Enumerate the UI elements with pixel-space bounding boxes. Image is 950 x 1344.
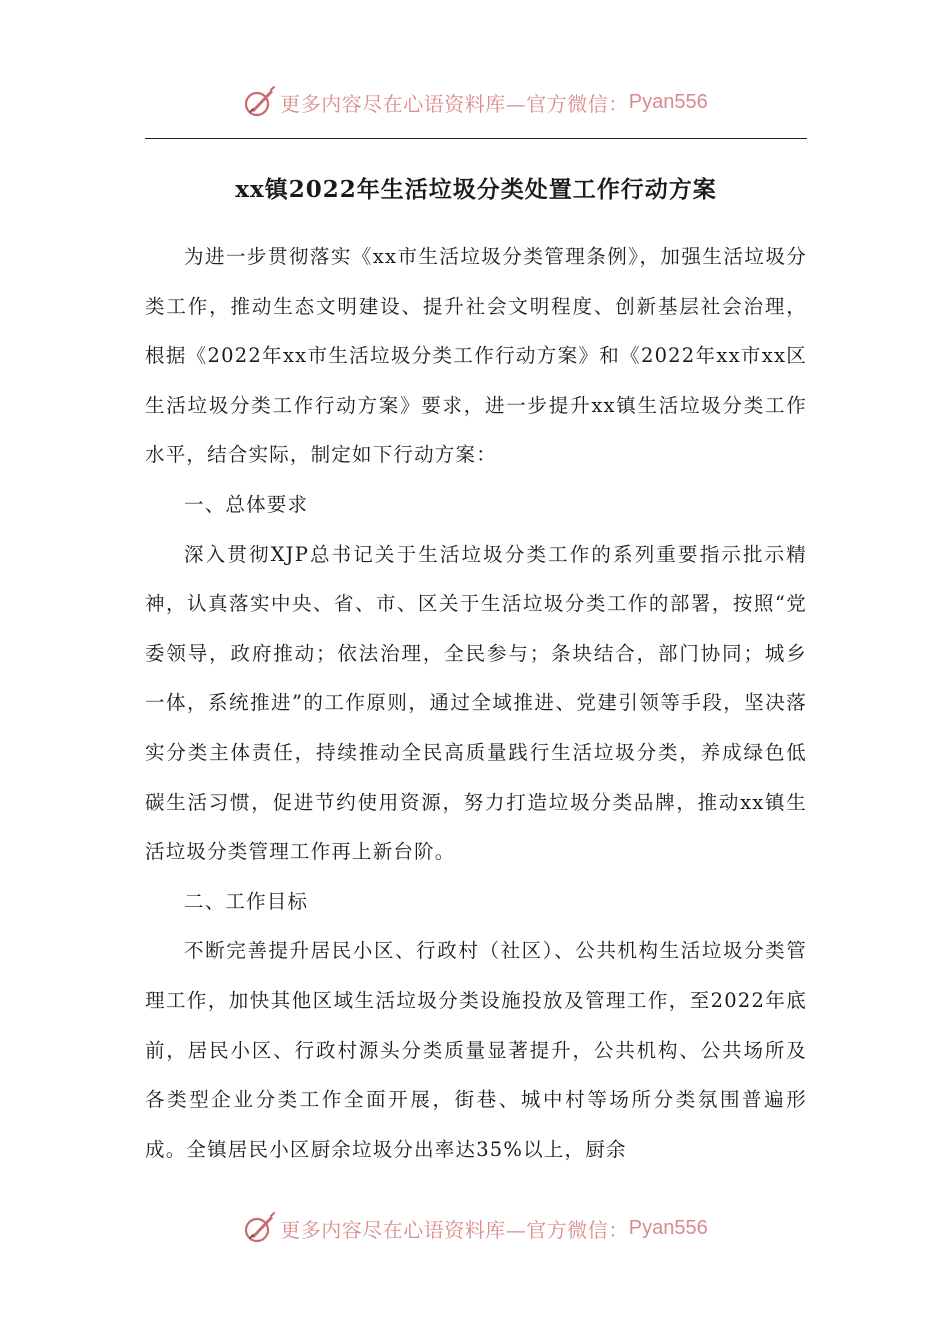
watermark-wechat-id: Pyan556 [628, 90, 708, 113]
document-title: xx镇2022年生活垃圾分类处置工作行动方案 [235, 176, 717, 203]
quill-pen-icon [242, 85, 276, 119]
quill-pen-icon [242, 1211, 276, 1245]
paragraph-work-goals: 不断完善提升居民小区、行政村（社区）、公共机构生活垃圾分类管理工作，加快其他区域生活垃圾分类设施投放及管理工作，至2022年底前，居民小区、行政村源头分类质量显著提升，公共机构、公共场所及各类型企业分类工作全面开展，街巷、城中村等场所分类氛围普遍形成。全镇居民小区厨余垃圾分出率达35%以上，厨余 [145, 939, 807, 1161]
paragraph-intro: 为进一步贯彻落实《xx市生活垃圾分类管理条例》，加强生活垃圾分类工作，推动生态文明建设、提升社会文明程度、创新基层社会治理，根据《2022年xx市生活垃圾分类工作行动方案》和《2022年xx市xx区生活垃圾分类工作行动方案》要求，进一步提升xx镇生活垃圾分类工作水平，结合实际，制定如下行动方案： [145, 245, 807, 467]
watermark-wechat-id: Pyan556 [628, 1216, 708, 1239]
footer-watermark [0, 1208, 950, 1248]
watermark-text: 更多内容尽在心语资料库—官方微信： [280, 1217, 629, 1242]
watermark-text: 更多内容尽在心语资料库—官方微信： [280, 91, 629, 116]
document-body [145, 232, 807, 1174]
header-watermark [0, 82, 950, 122]
header-divider [145, 138, 807, 139]
section-heading-work-goals: 二、工作目标 [184, 889, 309, 913]
section-heading-general-requirements: 一、总体要求 [184, 492, 309, 516]
paragraph-general-requirements: 深入贯彻XJP总书记关于生活垃圾分类工作的系列重要指示批示精神，认真落实中央、省、市、区关于生活垃圾分类工作的部署，按照“党委领导，政府推动；依法治理，全民参与；条块结合，部门协同；城乡一体，系统推进”的工作原则，通过全域推进、党建引领等手段，坚决落实分类主体责任，持续推动全民高质量践行生活垃圾分类，养成绿色低碳生活习惯，促进节约使用资源，努力打造垃圾分类品牌，推动xx镇生活垃圾分类管理工作再上新台阶。 [145, 542, 807, 864]
